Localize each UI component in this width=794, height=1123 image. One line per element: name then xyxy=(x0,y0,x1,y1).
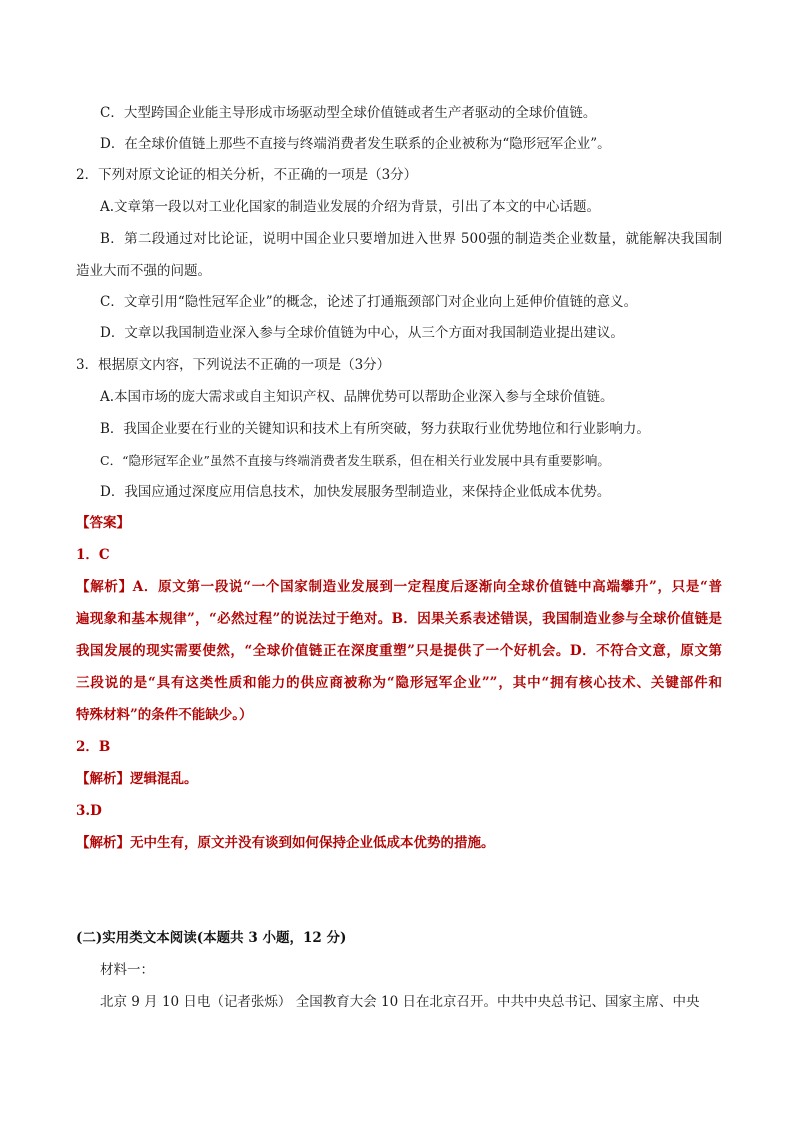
explanation-3: 【解析】无中生有，原文并没有谈到如何保持企业低成本优势的措施。 xyxy=(76,835,495,851)
explanation-1-line2: 遍现象和基本规律”，“必然过程”的说法过于绝对。B．因果关系表述错误，我国制造业参与全球价值链是 xyxy=(76,611,722,627)
material-body-line1: 北京 9 月 10 日电（记者张烁） 全国教育大会 10 日在北京召开。中共中央总书记、国家主席、中央 xyxy=(100,994,700,1010)
explanation-1-line4: 三段说的是“具有这类性质和能力的供应商被称为“隐形冠军企业””，其中“拥有核心技术、关键部件和 xyxy=(76,675,722,691)
q1-option-c: C．大型跨国企业能主导形成市场驱动型全球价值链或者生产者驱动的全球价值链。 xyxy=(100,105,597,121)
material-label: 材料一： xyxy=(100,962,154,978)
q2-stem: 2．下列对原文论证的相关分析，不正确的一项是（3分） xyxy=(76,167,418,183)
q3-option-d: D．我国应通过深度应用信息技术，加快发展服务型制造业，来保持企业低成本优势。 xyxy=(100,484,611,500)
q2-option-a: A.文章第一段以对工业化国家的制造业发展的介绍为背景，引出了本文的中心话题。 xyxy=(100,199,601,215)
section-heading: (二)实用类文本阅读(本题共 3 小题，12 分) xyxy=(76,930,347,946)
q2-option-b-line2: 造业大而不强的问题。 xyxy=(76,263,211,279)
q3-option-a: A.本国市场的庞大需求或自主知识产权、品牌优势可以帮助企业深入参与全球价值链。 xyxy=(100,389,614,405)
answer-2: 2．B xyxy=(76,739,111,755)
q2-option-b-line1: B．第二段通过对比论证，说明中国企业只要增加进入世界 500强的制造类企业数量，就能解决我国制 xyxy=(100,231,722,247)
explanation-1-line1: 【解析】A．原文第一段说“一个国家制造业发展到一定程度后逐渐向全球价值链中高端攀升”，只是“普 xyxy=(76,579,722,595)
explanation-1-line5: 特殊材料”的条件不能缺少。） xyxy=(76,707,253,723)
q3-stem: 3．根据原文内容，下列说法不正确的一项是（3分） xyxy=(76,357,391,373)
q1-option-d: D．在全球价值链上那些不直接与终端消费者发生联系的企业被称为“隐形冠军企业”。 xyxy=(100,136,611,152)
q3-option-b: B．我国企业要在行业的关键知识和技术上有所突破，努力获取行业优势地位和行业影响力。 xyxy=(100,421,650,437)
answer-header: 【答案】 xyxy=(76,515,130,531)
explanation-2: 【解析】逻辑混乱。 xyxy=(76,771,198,787)
explanation-1-line3: 我国发展的现实需要使然，“全球价值链正在深度重塑”只是提供了一个好机会。D．不符合文意，原文第 xyxy=(76,643,722,659)
q2-option-c: C．文章引用“隐性冠军企业”的概念，论述了打通瓶颈部门对企业向上延伸价值链的意义。 xyxy=(100,294,638,310)
answer-3: 3.D xyxy=(76,803,102,819)
q2-option-d: D．文章以我国制造业深入参与全球价值链为中心，从三个方面对我国制造业提出建议。 xyxy=(100,325,624,341)
answer-1: 1．C xyxy=(76,547,110,563)
q3-option-c: C．“隐形冠军企业”虽然不直接与终端消费者发生联系，但在相关行业发展中具有重要影响。 xyxy=(100,453,610,468)
